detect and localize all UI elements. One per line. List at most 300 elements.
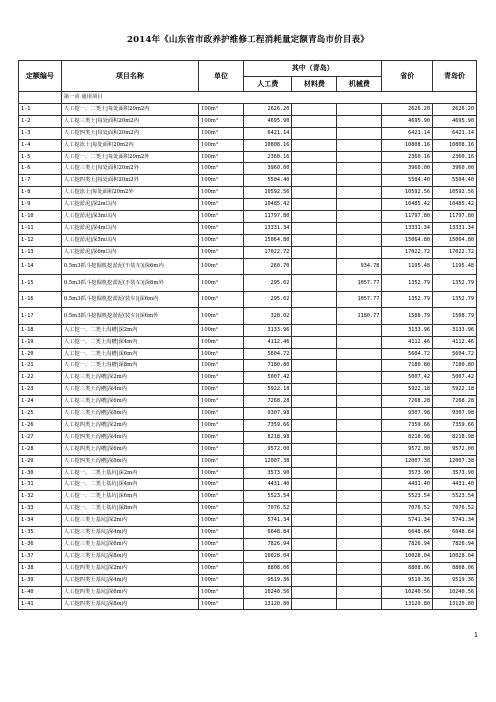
table-row	[19, 127, 477, 139]
cell-prov: 9572.00	[382, 443, 433, 455]
table-row	[19, 598, 477, 610]
cell-qd: 8218.98	[433, 431, 477, 443]
cell-unit: 100m³	[199, 187, 244, 199]
cell-labor: 6421.14	[244, 127, 292, 139]
cell-material	[292, 467, 337, 479]
cell-labor: 5504.40	[244, 175, 292, 187]
cell-labor: 13331.34	[244, 222, 292, 234]
cell-prov: 7076.52	[382, 503, 433, 515]
cell-qd: 10485.42	[433, 199, 477, 211]
table-row	[19, 115, 477, 127]
cell-prov: 1352.79	[382, 275, 433, 292]
cell-name: 人工挖三类土沟槽|深8m内	[61, 408, 198, 420]
table-row	[19, 408, 477, 420]
cell-unit: 100m³	[199, 443, 244, 455]
table-row	[19, 396, 477, 408]
cell-qd: 10592.56	[433, 187, 477, 199]
cell-name: 人工挖冻土|每处面积20m2外	[61, 187, 198, 199]
cell-name: 人工挖三类土沟槽|深4m内	[61, 384, 198, 396]
cell-code: 1-17	[19, 308, 62, 325]
cell-machine	[337, 115, 382, 127]
cell-qd: 1195.48	[433, 258, 477, 275]
cell-labor: 295.02	[244, 275, 292, 292]
cell-material	[292, 372, 337, 384]
cell-code: 1-18	[19, 324, 62, 336]
price-table	[18, 60, 477, 610]
cell-unit: 100m³	[199, 491, 244, 503]
cell-labor: 11797.80	[244, 211, 292, 223]
cell-qd: 4431.40	[433, 479, 477, 491]
cell-name: 人工挖一、二类土基坑|深2m内	[61, 467, 198, 479]
cell-name: 人工挖四类土沟槽|深8m内	[61, 455, 198, 467]
table-row	[19, 246, 477, 258]
cell-qd: 7826.94	[433, 539, 477, 551]
cell-name: 0.5m3抓斗挖掘机挖淤泥(不装车)|深6m内	[61, 258, 198, 275]
cell-unit: 100m³	[199, 515, 244, 527]
cell-machine: 1180.77	[337, 308, 382, 325]
cell-code: 1-5	[19, 151, 62, 163]
table-row	[19, 308, 477, 325]
cell-labor: 5007.42	[244, 372, 292, 384]
cell-qd: 7268.28	[433, 396, 477, 408]
cell-labor: 5604.72	[244, 348, 292, 360]
cell-machine: 934.78	[337, 258, 382, 275]
cell-code: 1-40	[19, 586, 62, 598]
cell-code: 1-31	[19, 479, 62, 491]
cell-qd: 4695.90	[433, 115, 477, 127]
cell-labor: 8218.98	[244, 431, 292, 443]
cell-material	[292, 211, 337, 223]
cell-code: 1-12	[19, 234, 62, 246]
cell-machine	[337, 598, 382, 610]
cell-labor: 10808.16	[244, 139, 292, 151]
cell-qd: 1352.79	[433, 275, 477, 292]
cell-unit: 100m³	[199, 467, 244, 479]
cell-material	[292, 139, 337, 151]
cell-code: 1-20	[19, 348, 62, 360]
cell-machine	[337, 562, 382, 574]
cell-prov: 8218.98	[382, 431, 433, 443]
cell-material	[292, 455, 337, 467]
cell-name: 人工挖一、二类土沟槽|深6m内	[61, 348, 198, 360]
cell-unit: 100m³	[199, 151, 244, 163]
cell-unit: 100m³	[199, 384, 244, 396]
cell-qd: 5504.40	[433, 175, 477, 187]
cell-unit: 100m³	[199, 550, 244, 562]
cell-name: 人工挖淤泥|深5m以内	[61, 234, 198, 246]
header-name: 项目名称	[61, 61, 198, 92]
table-row	[19, 586, 477, 598]
cell-material	[292, 586, 337, 598]
cell-prov: 3960.00	[382, 163, 433, 175]
cell-material	[292, 396, 337, 408]
cell-machine	[337, 246, 382, 258]
cell-prov: 13120.80	[382, 598, 433, 610]
cell-prov: 4431.40	[382, 479, 433, 491]
cell-unit: 100m³	[199, 139, 244, 151]
cell-material	[292, 348, 337, 360]
cell-unit: 100m³	[199, 291, 244, 308]
cell-machine	[337, 163, 382, 175]
table-row	[19, 515, 477, 527]
cell-machine	[337, 479, 382, 491]
cell-unit: 100m³	[199, 455, 244, 467]
cell-labor: 10240.56	[244, 586, 292, 598]
cell-name: 人工挖淤泥|深4m以内	[61, 222, 198, 234]
cell-name: 人工挖三类土基坑|深6m内	[61, 539, 198, 551]
cell-qd: 13331.34	[433, 222, 477, 234]
cell-prov: 10240.56	[382, 586, 433, 598]
cell-name: 人工挖四类土沟槽|深4m内	[61, 431, 198, 443]
cell-unit: 100m³	[199, 308, 244, 325]
table-row	[19, 348, 477, 360]
cell-labor: 4431.40	[244, 479, 292, 491]
cell-machine	[337, 491, 382, 503]
cell-labor: 4695.90	[244, 115, 292, 127]
header-machine: 机械费	[337, 76, 382, 92]
cell-labor: 8808.06	[244, 562, 292, 574]
cell-machine	[337, 503, 382, 515]
cell-material	[292, 275, 337, 292]
cell-name: 人工挖一、二类土基坑|深8m内	[61, 503, 198, 515]
cell-qd: 11797.80	[433, 211, 477, 223]
table-row	[19, 187, 477, 199]
cell-material	[292, 515, 337, 527]
cell-labor: 2626.20	[244, 103, 292, 115]
cell-qd: 5922.18	[433, 384, 477, 396]
cell-labor: 12007.38	[244, 455, 292, 467]
cell-prov: 7359.66	[382, 419, 433, 431]
cell-material	[292, 574, 337, 586]
cell-material	[292, 479, 337, 491]
cell-machine	[337, 396, 382, 408]
cell-prov: 5523.54	[382, 491, 433, 503]
cell-code: 1-24	[19, 396, 62, 408]
cell-machine	[337, 372, 382, 384]
cell-name: 人工挖一、二类土沟槽|深4m内	[61, 336, 198, 348]
cell-material	[292, 308, 337, 325]
cell-prov: 3573.90	[382, 467, 433, 479]
table-row	[19, 103, 477, 115]
header-unit: 单位	[199, 61, 244, 92]
cell-qd: 5007.42	[433, 372, 477, 384]
cell-labor: 3133.96	[244, 324, 292, 336]
cell-name: 人工挖一、二类土基坑|深6m内	[61, 491, 198, 503]
table-row	[19, 574, 477, 586]
cell-labor: 5922.18	[244, 384, 292, 396]
cell-machine	[337, 348, 382, 360]
cell-name: 人工挖一、二类土|每处面积20m2内	[61, 103, 198, 115]
cell-qd: 10808.16	[433, 139, 477, 151]
cell-prov: 4112.46	[382, 336, 433, 348]
cell-code: 1-4	[19, 139, 62, 151]
table-row	[19, 336, 477, 348]
cell-machine	[337, 527, 382, 539]
cell-machine	[337, 467, 382, 479]
table-row	[19, 139, 477, 151]
cell-machine	[337, 539, 382, 551]
cell-material	[292, 539, 337, 551]
table-row	[19, 562, 477, 574]
cell-name: 人工挖三类土基坑|深2m内	[61, 515, 198, 527]
cell-material	[292, 550, 337, 562]
cell-qd: 9572.00	[433, 443, 477, 455]
cell-unit: 100m³	[199, 163, 244, 175]
cell-code: 1-22	[19, 372, 62, 384]
cell-prov: 2626.20	[382, 103, 433, 115]
cell-code: 1-13	[19, 246, 62, 258]
table-row	[19, 199, 477, 211]
cell-qd: 2360.16	[433, 151, 477, 163]
table-row	[19, 491, 477, 503]
cell-qd: 10240.56	[433, 586, 477, 598]
cell-name: 人工挖一、二类土基坑|深4m内	[61, 479, 198, 491]
cell-prov: 1508.79	[382, 308, 433, 325]
cell-name: 人工挖三类土基坑|深4m内	[61, 527, 198, 539]
cell-prov: 5007.42	[382, 372, 433, 384]
cell-unit: 100m³	[199, 479, 244, 491]
cell-unit: 100m³	[199, 275, 244, 292]
cell-qd: 9519.36	[433, 574, 477, 586]
document-title: 2014年《山东省市政养护维修工程消耗量定额青岛市价目表》	[127, 35, 369, 45]
cell-qd: 6648.84	[433, 527, 477, 539]
cell-name: 人工挖三类土沟槽|深2m内	[61, 372, 198, 384]
cell-code: 1-9	[19, 199, 62, 211]
cell-material	[292, 384, 337, 396]
chapter-heading: 第一章 通用项目	[61, 92, 476, 104]
cell-labor: 9519.36	[244, 574, 292, 586]
header-code: 定额编号	[19, 61, 62, 92]
cell-material	[292, 115, 337, 127]
cell-material	[292, 527, 337, 539]
cell-machine	[337, 324, 382, 336]
cell-name: 人工挖三类土|每处面积20m2内	[61, 115, 198, 127]
cell-material	[292, 503, 337, 515]
cell-qd: 7180.80	[433, 360, 477, 372]
table-row	[19, 175, 477, 187]
cell-prov: 6648.84	[382, 527, 433, 539]
cell-material	[292, 431, 337, 443]
cell-unit: 100m³	[199, 115, 244, 127]
cell-machine: 1057.77	[337, 291, 382, 308]
cell-material	[292, 151, 337, 163]
cell-unit: 100m³	[199, 598, 244, 610]
cell-unit: 100m³	[199, 127, 244, 139]
cell-unit: 100m³	[199, 246, 244, 258]
cell-material	[292, 443, 337, 455]
table-row	[19, 360, 477, 372]
cell-qd: 15064.80	[433, 234, 477, 246]
cell-qd: 1508.79	[433, 308, 477, 325]
cell-prov: 10808.16	[382, 139, 433, 151]
page-number: 1	[474, 632, 478, 639]
cell-labor: 5523.54	[244, 491, 292, 503]
cell-prov: 12007.38	[382, 455, 433, 467]
cell-material	[292, 258, 337, 275]
cell-code: 1-39	[19, 574, 62, 586]
cell-prov: 5604.72	[382, 348, 433, 360]
cell-prov: 5741.34	[382, 515, 433, 527]
table-row	[19, 234, 477, 246]
cell-prov: 7826.94	[382, 539, 433, 551]
cell-machine	[337, 455, 382, 467]
header-material: 材料费	[292, 76, 337, 92]
cell-machine	[337, 408, 382, 420]
cell-name: 人工挖淤泥|深6m以内	[61, 246, 198, 258]
cell-unit: 100m³	[199, 175, 244, 187]
cell-qd: 7359.66	[433, 419, 477, 431]
cell-qd: 3573.90	[433, 467, 477, 479]
cell-name: 人工挖三类土基坑|深8m内	[61, 550, 198, 562]
cell-prov: 1195.48	[382, 258, 433, 275]
cell-name: 人工挖四类土沟槽|深2m内	[61, 419, 198, 431]
cell-code: 1-8	[19, 187, 62, 199]
cell-code: 1-3	[19, 127, 62, 139]
cell-unit: 100m³	[199, 222, 244, 234]
cell-labor: 7268.28	[244, 396, 292, 408]
cell-name: 人工挖四类土沟槽|深6m内	[61, 443, 198, 455]
header-labor: 人工费	[244, 76, 292, 92]
cell-machine	[337, 336, 382, 348]
cell-qd: 5741.34	[433, 515, 477, 527]
table-row	[19, 443, 477, 455]
cell-qd: 13120.80	[433, 598, 477, 610]
cell-name: 人工挖淤泥|深2m以内	[61, 199, 198, 211]
cell-code: 1-30	[19, 467, 62, 479]
cell-prov: 10485.42	[382, 199, 433, 211]
cell-labor: 2360.16	[244, 151, 292, 163]
cell-machine	[337, 586, 382, 598]
cell-prov: 10028.04	[382, 550, 433, 562]
cell-machine	[337, 139, 382, 151]
table-row	[19, 539, 477, 551]
cell-qd: 3133.96	[433, 324, 477, 336]
cell-prov: 2360.16	[382, 151, 433, 163]
cell-qd: 8808.06	[433, 562, 477, 574]
table-row	[19, 211, 477, 223]
cell-material	[292, 199, 337, 211]
cell-material	[292, 408, 337, 420]
cell-unit: 100m³	[199, 586, 244, 598]
table-row	[19, 455, 477, 467]
cell-code: 1-27	[19, 431, 62, 443]
cell-unit: 100m³	[199, 431, 244, 443]
cell-qd: 10028.04	[433, 550, 477, 562]
header-qd: 青岛价	[433, 61, 477, 92]
cell-name: 人工挖淤泥|深3m以内	[61, 211, 198, 223]
cell-code: 1-23	[19, 384, 62, 396]
cell-name: 人工挖冻土|每处面积20m2内	[61, 139, 198, 151]
cell-unit: 100m³	[199, 324, 244, 336]
cell-prov: 7180.80	[382, 360, 433, 372]
cell-labor: 3960.00	[244, 163, 292, 175]
cell-machine	[337, 187, 382, 199]
cell-labor: 3573.90	[244, 467, 292, 479]
cell-code: 1-21	[19, 360, 62, 372]
cell-machine: 1057.77	[337, 275, 382, 292]
cell-unit: 100m³	[199, 336, 244, 348]
cell-code: 1-33	[19, 503, 62, 515]
header-group: 其中（青岛）	[244, 61, 382, 77]
cell-labor: 5741.34	[244, 515, 292, 527]
cell-machine	[337, 384, 382, 396]
cell-unit: 100m³	[199, 527, 244, 539]
cell-machine	[337, 234, 382, 246]
cell-material	[292, 360, 337, 372]
cell-unit: 100m³	[199, 408, 244, 420]
table-row	[19, 372, 477, 384]
cell-code: 1-32	[19, 491, 62, 503]
table-row	[19, 291, 477, 308]
cell-code: 1-15	[19, 275, 62, 292]
cell-unit: 100m³	[199, 199, 244, 211]
cell-labor: 10592.56	[244, 187, 292, 199]
cell-unit: 100m³	[199, 396, 244, 408]
cell-prov: 13331.34	[382, 222, 433, 234]
cell-machine	[337, 574, 382, 586]
cell-material	[292, 234, 337, 246]
cell-labor: 7180.80	[244, 360, 292, 372]
cell-labor: 13120.80	[244, 598, 292, 610]
cell-prov: 6421.14	[382, 127, 433, 139]
cell-unit: 100m³	[199, 562, 244, 574]
cell-labor: 328.02	[244, 308, 292, 325]
cell-material	[292, 222, 337, 234]
cell-material	[292, 103, 337, 115]
cell-prov: 1352.79	[382, 291, 433, 308]
cell-labor: 295.02	[244, 291, 292, 308]
cell-material	[292, 324, 337, 336]
cell-prov: 9519.36	[382, 574, 433, 586]
cell-code: 1-11	[19, 222, 62, 234]
table-row	[19, 163, 477, 175]
table-row	[19, 258, 477, 275]
cell-name: 人工挖三类土|每处面积20m2外	[61, 163, 198, 175]
cell-qd: 2626.20	[433, 103, 477, 115]
cell-code: 1-7	[19, 175, 62, 187]
cell-qd: 7076.52	[433, 503, 477, 515]
cell-unit: 100m³	[199, 372, 244, 384]
cell-qd: 1352.79	[433, 291, 477, 308]
cell-material	[292, 163, 337, 175]
cell-name: 0.5m3抓斗挖掘机挖淤泥(装车)|深6m内	[61, 291, 198, 308]
cell-unit: 100m³	[199, 211, 244, 223]
cell-prov: 10592.56	[382, 187, 433, 199]
cell-code: 1-38	[19, 562, 62, 574]
cell-prov: 5922.18	[382, 384, 433, 396]
cell-name: 0.5m3抓斗挖掘机挖淤泥(不装车)|深6m外	[61, 275, 198, 292]
table-row	[19, 384, 477, 396]
cell-unit: 100m³	[199, 348, 244, 360]
cell-prov: 9307.98	[382, 408, 433, 420]
cell-name: 人工挖一、二类土沟槽|深2m内	[61, 324, 198, 336]
cell-material	[292, 598, 337, 610]
cell-labor: 9307.98	[244, 408, 292, 420]
cell-prov: 11797.80	[382, 211, 433, 223]
cell-name: 人工挖四类土基坑|深6m内	[61, 586, 198, 598]
cell-machine	[337, 515, 382, 527]
cell-material	[292, 187, 337, 199]
cell-machine	[337, 360, 382, 372]
cell-labor: 9572.00	[244, 443, 292, 455]
cell-name: 人工挖四类土|每处面积20m2内	[61, 127, 198, 139]
cell-code: 1-37	[19, 550, 62, 562]
cell-qd: 17022.72	[433, 246, 477, 258]
table-row	[19, 275, 477, 292]
cell-code: 1-6	[19, 163, 62, 175]
cell-unit: 100m³	[199, 258, 244, 275]
table-row	[19, 222, 477, 234]
